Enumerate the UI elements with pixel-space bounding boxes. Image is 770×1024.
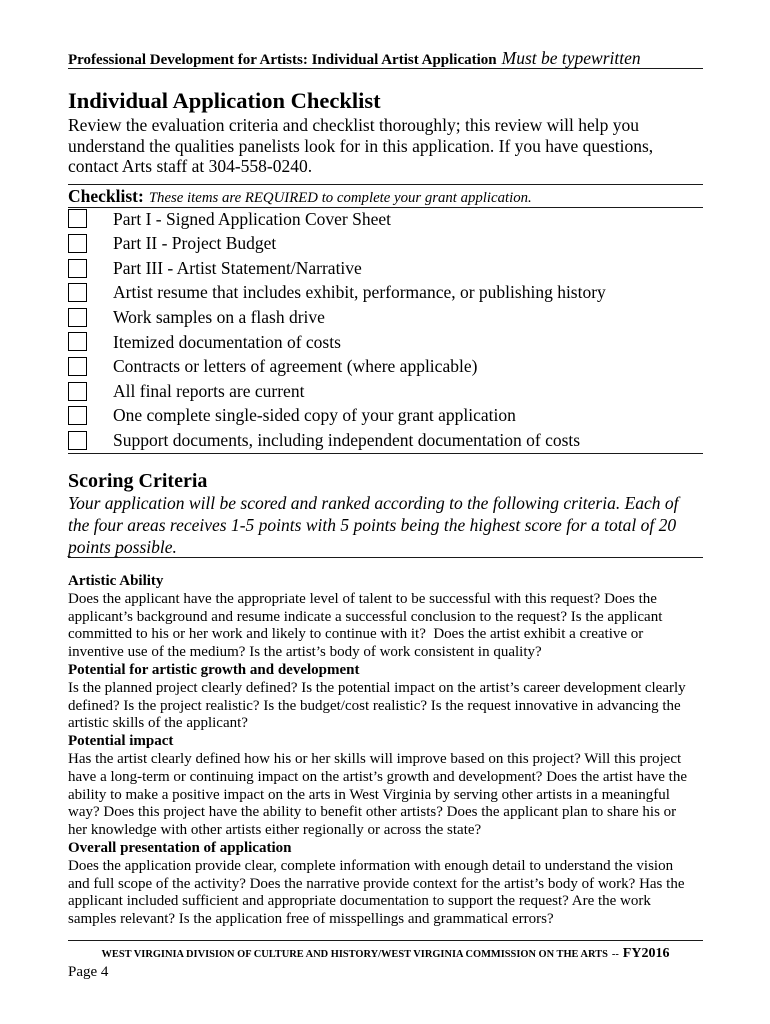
checklist-item-label: Work samples on a flash drive [113, 307, 325, 328]
criterion-text-line: inventive use of the medium? Is the artist’s body of work consistent in quality? [68, 644, 542, 661]
checklist-item-label: Itemized documentation of costs [113, 331, 341, 352]
checklist-item [68, 280, 703, 305]
checklist-item-label: Part II - Project Budget [113, 233, 277, 254]
criterion-heading: Potential for artistic growth and development [68, 662, 360, 679]
checklist-item [68, 354, 703, 379]
page-title: Individual Application Checklist [68, 88, 381, 113]
scoring-criteria-list [68, 573, 687, 929]
checklist-item [68, 231, 703, 256]
application-title: Professional Development for Artists: Individual Artist Application [68, 52, 497, 68]
checklist-item [68, 256, 703, 281]
checklist-item-label: Part III - Artist Statement/Narrative [113, 257, 362, 278]
running-header [68, 48, 641, 68]
criterion-text-line: way? Does this project have the ability to benefit other artists? Does the applicant plan to share his or [68, 804, 677, 821]
section-divider [68, 184, 703, 185]
criterion-text-line: have a long-term or continuing impact on the artist’s growth and development? Does the artist have the [68, 768, 687, 785]
checklist-item-label: Part I - Signed Application Cover Sheet [113, 208, 392, 229]
checklist-checkbox[interactable] [68, 283, 87, 302]
scoring-intro [68, 492, 679, 558]
scoring-intro-line: points possible. [68, 537, 177, 557]
intro-line: contact Arts staff at 304-558-0240. [68, 156, 313, 176]
criterion-text-line: samples relevant? Is the application free of misspellings and grammatical errors? [68, 911, 554, 928]
header-divider [68, 68, 703, 69]
criterion-text-line: applicant’s background and resume indicate a successful conclusion to the request? Is the applicant [68, 608, 663, 625]
checklist-checkbox[interactable] [68, 382, 87, 401]
scoring-intro-line: the four areas receives 1-5 points with 5 points being the highest score for a total of 20 [68, 515, 677, 535]
checklist-item [68, 403, 703, 428]
checklist-checkbox[interactable] [68, 406, 87, 425]
checklist-item [68, 428, 703, 453]
checklist-checkbox[interactable] [68, 209, 87, 228]
criterion-text-line: committed to his or her work and likely to continue with it? Does the artist exhibit a creative or [68, 626, 644, 643]
checklist-checkbox[interactable] [68, 431, 87, 450]
criterion-text-line: defined? Is the project realistic? Is the budget/cost realistic? Is the request innovative in advancing the [68, 697, 681, 714]
checklist-item [68, 305, 703, 330]
section-divider [68, 453, 703, 454]
criterion-text-line: ability to make a positive impact on the arts in West Virginia by serving other artists in a meaningful [68, 786, 670, 803]
page-number: Page 4 [68, 964, 109, 980]
checklist-checkbox[interactable] [68, 308, 87, 327]
section-divider [68, 557, 703, 558]
checklist-intro [68, 115, 653, 177]
footer-organization: WEST VIRGINIA DIVISION OF CULTURE AND HISTORY/WEST VIRGINIA COMMISSION ON THE ARTS [101, 949, 608, 960]
criterion-text-line: Does the application provide clear, complete information with enough detail to understand the vision [68, 857, 674, 874]
criterion-text-line: Is the planned project clearly defined? Is the potential impact on the artist’s career development clearly [68, 679, 686, 696]
criterion-artistic-ability [68, 573, 687, 662]
intro-line: Review the evaluation criteria and checklist thoroughly; this review will help you [68, 115, 640, 135]
checklist-heading [68, 186, 532, 206]
checklist-item-label: Support documents, including independent documentation of costs [113, 430, 581, 451]
checklist-item [68, 330, 703, 355]
page-footer [68, 944, 703, 964]
footer-divider [68, 940, 703, 941]
criterion-overall-presentation [68, 840, 687, 929]
footer-fiscal-year: FY2016 [622, 946, 670, 961]
checklist-item-label: Contracts or letters of agreement (where applicable) [113, 356, 478, 377]
criterion-artistic-growth [68, 662, 687, 733]
checklist-item-label: Artist resume that includes exhibit, performance, or publishing history [113, 282, 606, 303]
checklist-item [68, 207, 703, 232]
checklist-item-label: One complete single-sided copy of your grant application [113, 405, 516, 426]
checklist-checkbox[interactable] [68, 332, 87, 351]
criterion-heading: Artistic Ability [68, 573, 164, 590]
checklist-item-label: All final reports are current [113, 380, 305, 401]
criterion-heading: Potential impact [68, 733, 174, 750]
criterion-potential-impact [68, 733, 687, 840]
checklist-required-note: These items are REQUIRED to complete your grant application. [148, 190, 532, 206]
criterion-heading: Overall presentation of application [68, 840, 292, 857]
intro-line: understand the qualities panelists look for in this application. If you have questions, [68, 135, 654, 156]
checklist-checkbox[interactable] [68, 234, 87, 253]
checklist-checkbox[interactable] [68, 357, 87, 376]
footer-separator: -- [611, 949, 619, 960]
criterion-text-line: Has the artist clearly defined how his or her skills will improve based on this project? Will this project [68, 751, 682, 768]
criterion-text-line: artistic skills of the applicant? [68, 715, 248, 732]
checklist [68, 207, 703, 453]
scoring-intro-line: Your application will be scored and ranked according to the following criteria. Each of [68, 493, 679, 513]
criterion-text-line: Does the applicant have the appropriate level of talent to be successful with this request? Does the [68, 590, 657, 607]
criterion-text-line: applicant included sufficient and appropriate documentation to support the request? Are the work [68, 893, 651, 910]
criterion-text-line: and full scope of the activity? Does the narrative provide context for the artist’s body of work? Has the [68, 875, 685, 892]
criterion-text-line: her knowledge with other artists either regionally or across the state? [68, 822, 482, 839]
scoring-title: Scoring Criteria [68, 470, 208, 492]
checklist-checkbox[interactable] [68, 259, 87, 278]
checklist-label: Checklist: [68, 186, 144, 206]
typewritten-note: Must be typewritten [501, 48, 641, 68]
checklist-item [68, 379, 703, 404]
